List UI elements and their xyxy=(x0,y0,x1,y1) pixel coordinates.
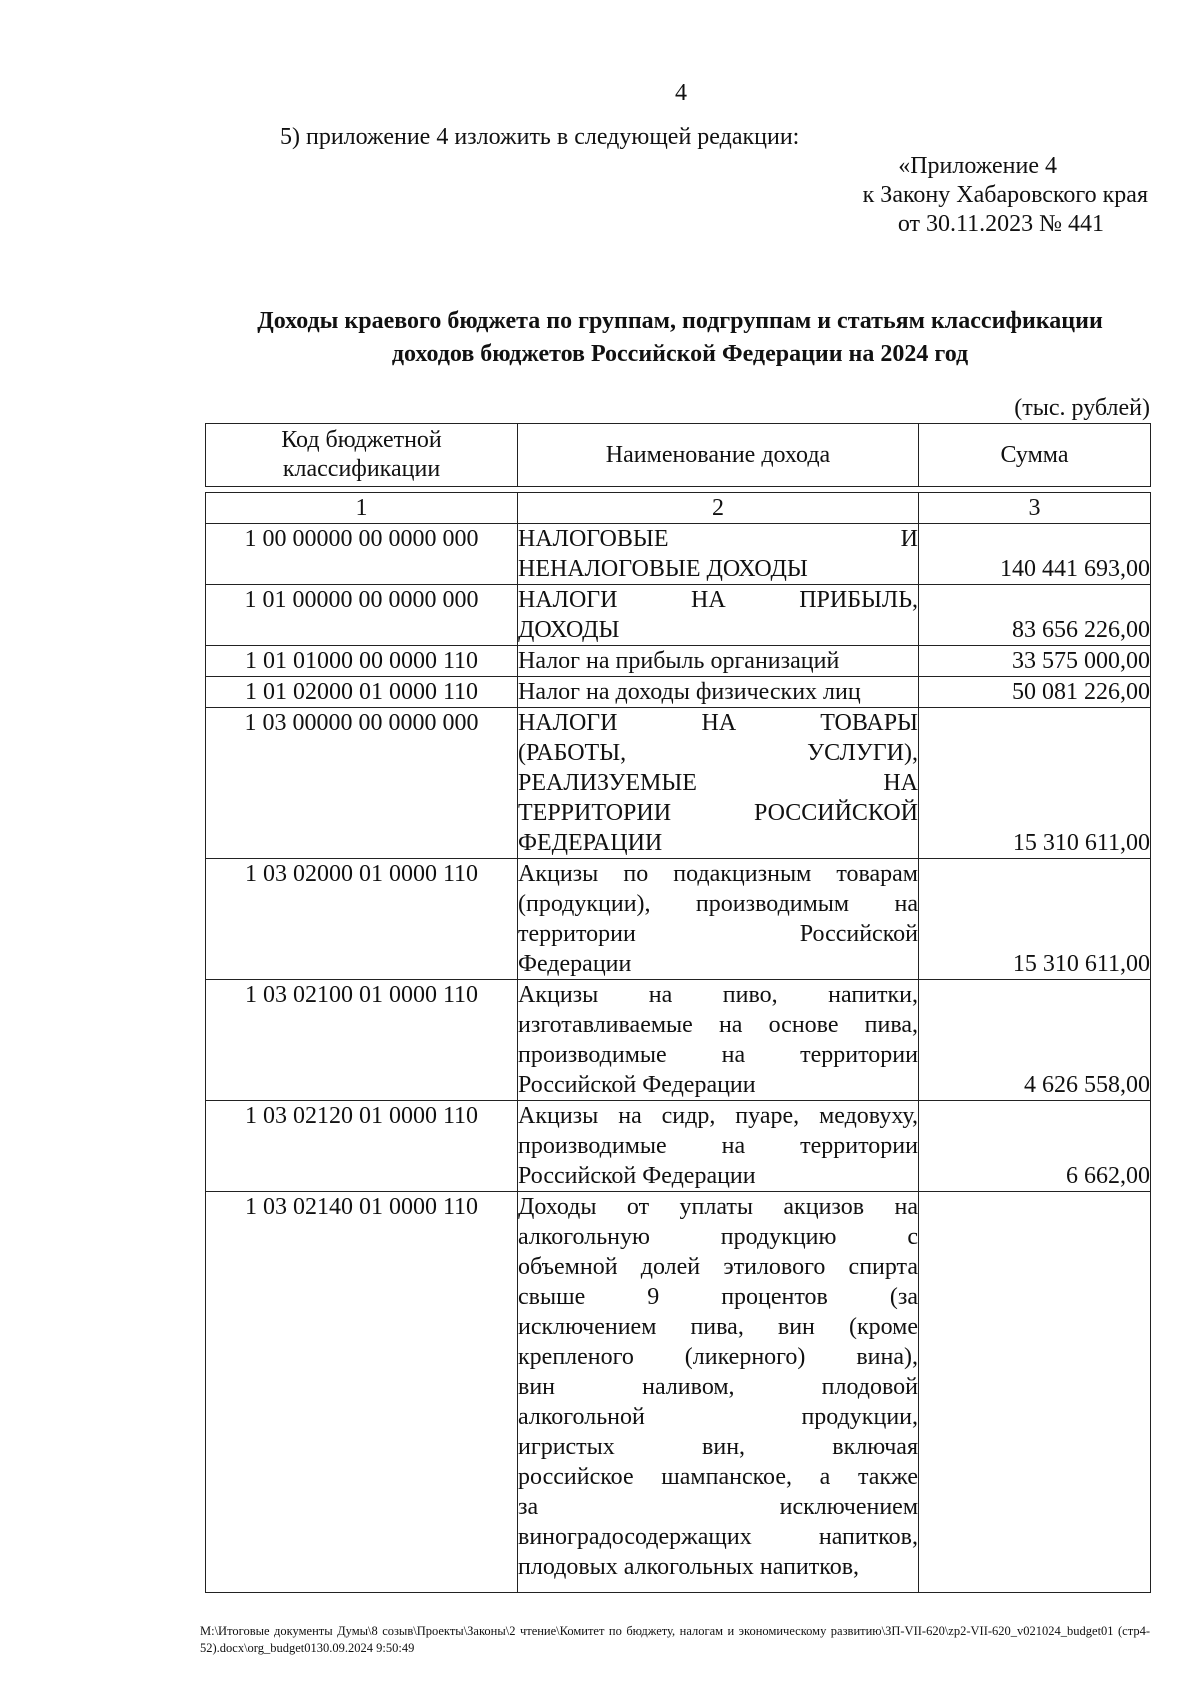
budget-code-cell: 1 01 00000 00 0000 000 xyxy=(206,585,518,646)
income-name-line: НАЛОГИ НА ПРИБЫЛЬ, xyxy=(518,587,918,613)
income-name-line: (продукции), производимым на xyxy=(518,891,918,917)
income-name-line: Налог на прибыль организаций xyxy=(518,648,840,674)
income-name-line: производимые на территории xyxy=(518,1042,918,1068)
column-number: 3 xyxy=(919,493,1151,524)
income-name-line: за исключением xyxy=(518,1494,918,1520)
income-name-line: Российской Федерации xyxy=(518,1072,756,1098)
income-name-line: Налог на доходы физических лиц xyxy=(518,679,861,705)
income-name-cell xyxy=(518,646,919,677)
amount-cell: 33 575 000,00 xyxy=(919,646,1151,677)
column-number: 2 xyxy=(518,493,919,524)
amount-cell: 140 441 693,00 xyxy=(919,524,1151,585)
document-title-line-1: Доходы краевого бюджета по группам, подгруппам и статьям классификации xyxy=(257,308,1103,334)
income-name-line: НЕНАЛОГОВЫЕ ДОХОДЫ xyxy=(518,556,808,582)
table-row xyxy=(206,646,1151,677)
file-path-footer: M:\Итоговые документы Думы\8 созыв\Проекты\Законы\2 чтение\Комитет по бюджету, налогам и экономическому развитию\ЗП-VII-620\zp2-VII-620_v021024_budget01 (стр4-52).docx\org_budget0130.09.2024 9:50:49 xyxy=(200,1624,1150,1655)
budget-code-cell: 1 01 01000 00 0000 110 xyxy=(206,646,518,677)
amount-cell: 6 662,00 xyxy=(919,1101,1151,1192)
income-name-line: крепленого (ликерного) вина), xyxy=(518,1344,918,1370)
amount-cell xyxy=(919,1192,1151,1593)
income-name-line: ТЕРРИТОРИИ РОССИЙСКОЙ xyxy=(518,800,918,826)
amount-cell: 50 081 226,00 xyxy=(919,677,1151,708)
appendix-law-reference: к Закону Хабаровского края xyxy=(862,182,1148,208)
income-name-line: изготавливаемые на основе пива, xyxy=(518,1012,918,1038)
budget-code-cell: 1 03 02100 01 0000 110 xyxy=(206,980,518,1101)
column-numbers-row xyxy=(206,493,1151,524)
table-row xyxy=(206,524,1151,585)
income-name-line: Акцизы по подакцизным товарам xyxy=(518,861,918,887)
income-name-line: вин наливом, плодовой xyxy=(518,1374,918,1400)
income-name-line: территории Российской xyxy=(518,921,918,947)
table-row xyxy=(206,980,1151,1101)
income-name-line: Федерации xyxy=(518,951,632,977)
budget-code-cell: 1 03 02140 01 0000 110 xyxy=(206,1192,518,1593)
income-name-line: виноградосодержащих напитков, xyxy=(518,1524,918,1550)
income-name-line: исключением пива, вин (кроме xyxy=(518,1314,918,1340)
income-name-line: РЕАЛИЗУЕМЫЕ НА xyxy=(518,770,918,796)
income-name-cell xyxy=(518,524,919,585)
income-name-cell xyxy=(518,585,919,646)
income-name-line: НАЛОГИ НА ТОВАРЫ xyxy=(518,710,918,736)
income-name-cell xyxy=(518,677,919,708)
income-table xyxy=(205,492,1151,1593)
table-header xyxy=(205,423,1151,487)
income-name-line: производимые на территории xyxy=(518,1133,918,1159)
appendix-label: «Приложение 4 xyxy=(898,153,1057,179)
document-title-line-2: доходов бюджетов Российской Федерации на 2024 год xyxy=(391,341,969,367)
income-name-line: свыше 9 процентов (за xyxy=(518,1284,918,1310)
header-amount: Сумма xyxy=(919,424,1151,487)
amount-cell: 4 626 558,00 xyxy=(919,980,1151,1101)
budget-code-cell: 1 03 02120 01 0000 110 xyxy=(206,1101,518,1192)
budget-code-cell: 1 03 00000 00 0000 000 xyxy=(206,708,518,859)
page-number: 4 xyxy=(675,80,687,106)
income-name-line: Российской Федерации xyxy=(518,1163,756,1189)
income-name-line: Доходы от уплаты акцизов на xyxy=(518,1194,918,1220)
budget-code-cell: 1 01 02000 01 0000 110 xyxy=(206,677,518,708)
budget-code-cell: 1 03 02000 01 0000 110 xyxy=(206,859,518,980)
income-name-cell xyxy=(518,859,919,980)
income-name-line: Акцизы на пиво, напитки, xyxy=(518,982,918,1008)
amount-cell: 15 310 611,00 xyxy=(919,859,1151,980)
appendix-law-date: от 30.11.2023 № 441 xyxy=(897,211,1104,237)
table-row xyxy=(206,708,1151,859)
header-name: Наименование дохода xyxy=(518,424,919,487)
income-name-cell xyxy=(518,1192,919,1593)
income-name-line: Акцизы на сидр, пуаре, медовуху, xyxy=(518,1103,918,1129)
table-row xyxy=(206,585,1151,646)
table-row xyxy=(206,859,1151,980)
document-title xyxy=(200,305,1160,371)
income-name-line: объемной долей этилового спирта xyxy=(518,1254,918,1280)
income-name-line: ДОХОДЫ xyxy=(518,617,620,643)
income-name-line: плодовых алкогольных напитков, xyxy=(518,1554,860,1580)
table-row xyxy=(206,677,1151,708)
amount-cell: 83 656 226,00 xyxy=(919,585,1151,646)
income-name-line: ФЕДЕРАЦИИ xyxy=(518,830,663,856)
header-code: Код бюджетной классификации xyxy=(206,424,518,487)
income-name-line: НАЛОГОВЫЕ И xyxy=(518,526,918,552)
income-name-line: игристых вин, включая xyxy=(518,1434,918,1460)
income-name-line: (РАБОТЫ, УСЛУГИ), xyxy=(518,740,918,766)
income-name-cell xyxy=(518,1101,919,1192)
units-note: (тыс. рублей) xyxy=(1014,395,1150,421)
income-name-line: алкогольную продукцию с xyxy=(518,1224,918,1250)
column-number: 1 xyxy=(206,493,518,524)
table-row xyxy=(206,1192,1151,1593)
income-name-line: алкогольной продукции, xyxy=(518,1404,918,1430)
intro-paragraph: 5) приложение 4 изложить в следующей редакции: xyxy=(280,124,800,150)
table-row xyxy=(206,1101,1151,1192)
income-name-cell xyxy=(518,708,919,859)
budget-code-cell: 1 00 00000 00 0000 000 xyxy=(206,524,518,585)
amount-cell: 15 310 611,00 xyxy=(919,708,1151,859)
income-name-cell xyxy=(518,980,919,1101)
income-name-line: российское шампанское, а также xyxy=(518,1464,918,1490)
